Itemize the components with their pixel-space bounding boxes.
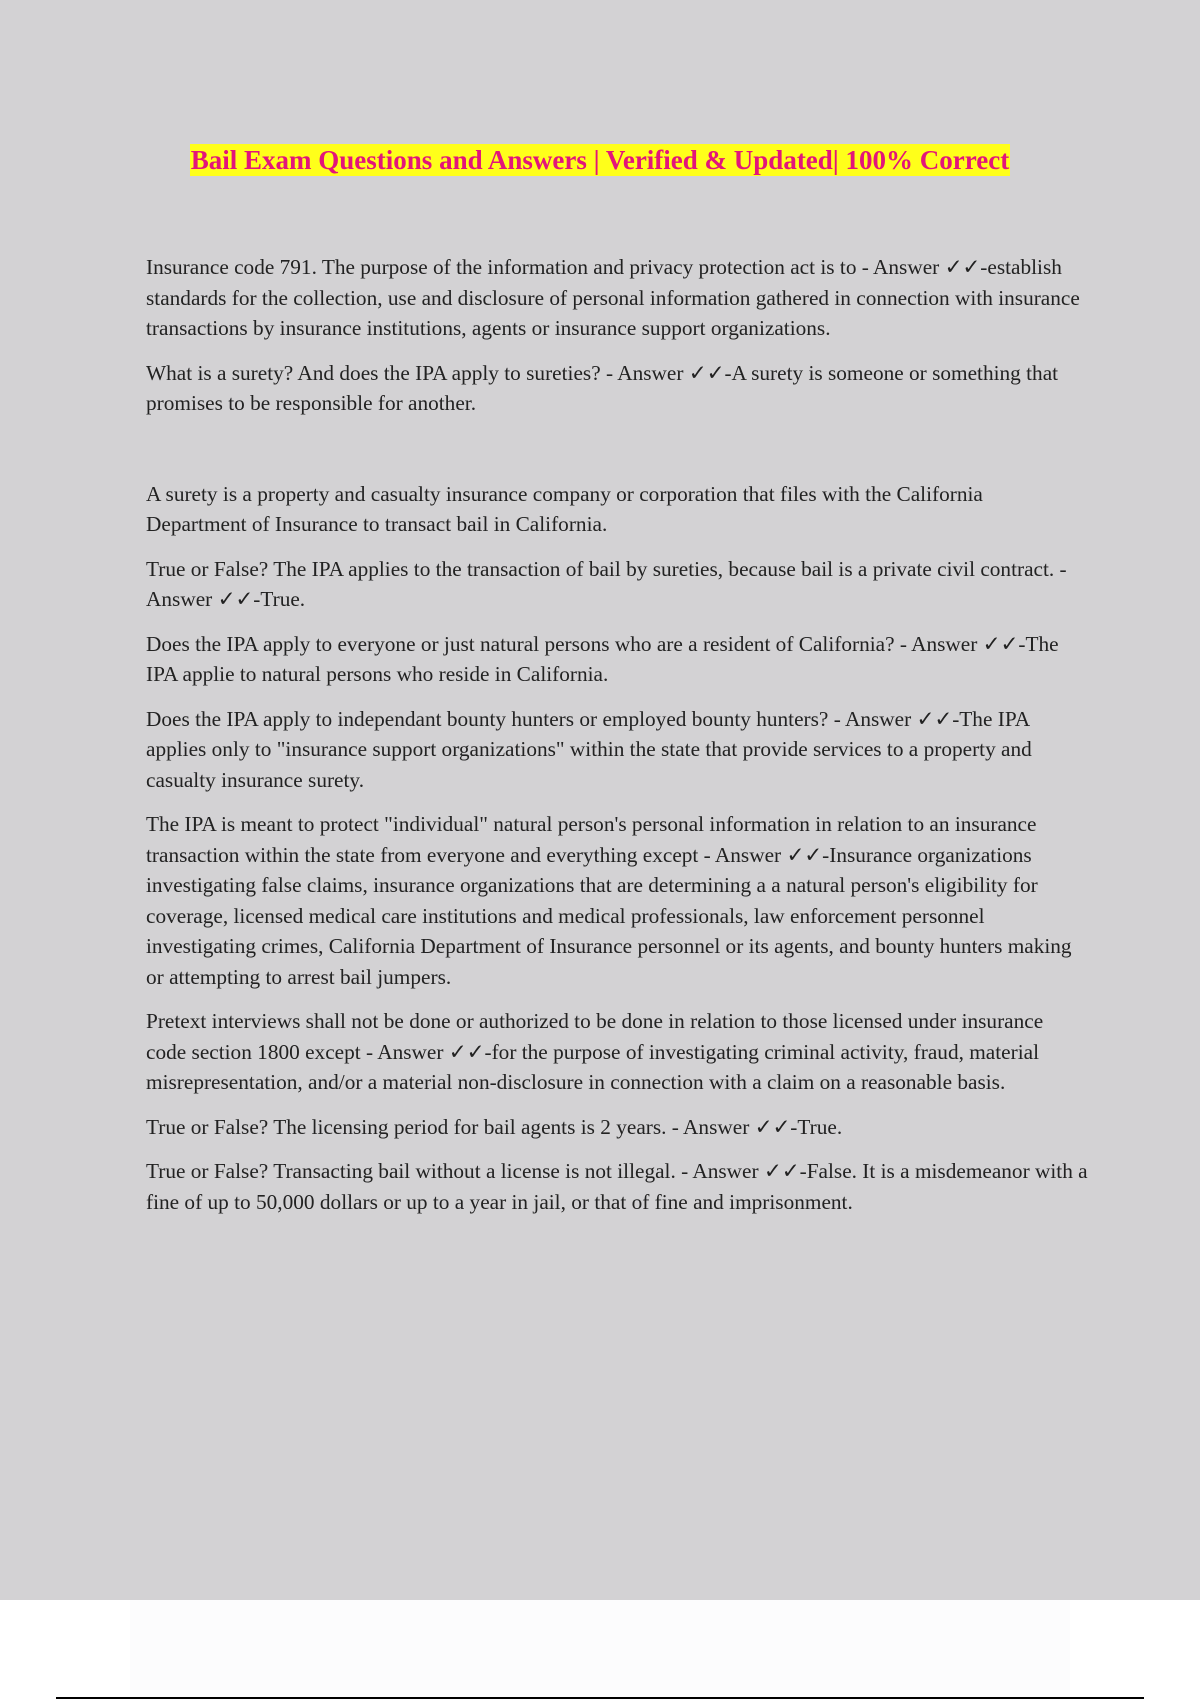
page-footer-area <box>0 1600 1200 1700</box>
qa-paragraph-licensing-period: True or False? The licensing period for bail agents is 2 years. - Answer ✓✓-True. <box>146 1114 843 1139</box>
qa-paragraph-ipa-bail-sureties: True or False? The IPA applies to the transaction of bail by sureties, because bail is a private civil contract. - Answer ✓✓-True. <box>146 556 1067 611</box>
document-body <box>146 252 1088 1231</box>
surety-definition-paragraph: A surety is a property and casualty insurance company or corporation that files with the California Department of Insurance to transact bail in California. <box>146 481 983 536</box>
qa-paragraph-ipa-natural-persons: Does the IPA apply to everyone or just natural persons who are a resident of California? - Answer ✓✓-The IPA applie to natural persons who reside in California. <box>146 631 1059 686</box>
qa-paragraph-pretext-interviews: Pretext interviews shall not be done or authorized to be done in relation to those licensed under insurance code section 1800 except - Answer ✓✓-for the purpose of investigating criminal activity, fraud, material misrepresentation, and/or a material non-disclosure in connection with a claim on a reasonable basis. <box>146 1009 1044 1094</box>
qa-paragraph-insurance-code-791: Insurance code 791. The purpose of the information and privacy protection act is to - Answer ✓✓-establish standards for the collection, use and disclosure of personal information gathered in connection with insurance transactions by insurance institutions, agents or insurance support organizations. <box>146 255 1080 340</box>
document-title: Bail Exam Questions and Answers | Verified & Updated| 100% Correct <box>190 145 1010 175</box>
qa-paragraph-bail-without-license: True or False? Transacting bail without a license is not illegal. - Answer ✓✓-False. It is a misdemeanor with a fine of up to 50,000 dollars or up to a year in jail, or that of fine and imprisonment. <box>146 1159 1088 1214</box>
footer-divider <box>56 1697 1144 1699</box>
qa-paragraph-ipa-bounty-hunters: Does the IPA apply to independant bounty hunters or employed bounty hunters? - Answer ✓✓-The IPA applies only to "insurance support organizations" within the state that provide services to a property and casualty insurance surety. <box>146 706 1032 792</box>
title-container <box>0 144 1200 176</box>
footer-panel <box>130 1600 1070 1700</box>
qa-paragraph-what-is-surety: What is a surety? And does the IPA apply to sureties? - Answer ✓✓-A surety is someone or something that promises to be responsible for another. <box>146 360 1059 415</box>
qa-paragraph-ipa-protect-except: The IPA is meant to protect "individual" natural person's personal information in relation to an insurance transaction within the state from everyone and everything except - Answer ✓✓-Insurance organizations investigating false claims, insurance organizations that are determining a a natural person's eligibility for coverage, licensed medical care institutions and medical professionals, law enforcement personnel investigating crimes, California Department of Insurance personnel or its agents, and bounty hunters making or attempting to arrest bail jumpers. <box>146 812 1072 989</box>
